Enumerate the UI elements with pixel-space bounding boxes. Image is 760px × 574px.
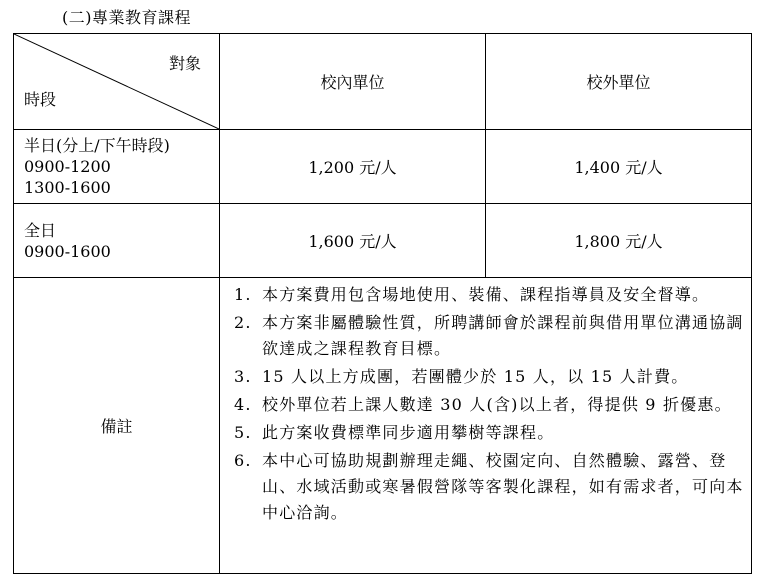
note-text: 本方案費用包含場地使用、裝備、課程指導員及安全督導。 — [262, 285, 710, 304]
note-item — [234, 310, 745, 362]
notes-label: 備註 — [14, 278, 220, 574]
note-number: 2. — [234, 313, 252, 332]
period-line: 1300-1600 — [24, 178, 111, 197]
note-number: 3. — [234, 367, 252, 386]
note-text: 本方案非屬體驗性質，所聘講師會於課程前與借用單位溝通協調欲達成之課程教育目標。 — [262, 313, 744, 358]
inside-price-cell: 1,600 元/人 — [220, 204, 486, 278]
diagonal-line — [14, 34, 219, 129]
note-text: 15 人以上方成團，若團體少於 15 人，以 15 人計費。 — [262, 367, 689, 386]
note-number: 4. — [234, 395, 252, 414]
notes-cell — [220, 278, 752, 574]
period-cell — [14, 204, 220, 278]
header-period-label: 時段 — [24, 90, 57, 109]
period-line: 0900-1200 — [24, 157, 111, 176]
diagonal-header-cell — [14, 34, 220, 130]
note-text: 本中心可協助規劃辦理走繩、校園定向、自然體驗、露營、登山、水域活動或寒暑假營隊等客製化課程，如有需求者，可向本中心洽詢。 — [262, 451, 744, 522]
period-line: 半日(分上/下午時段) — [24, 136, 170, 155]
table-row — [14, 204, 752, 278]
note-text: 校外單位若上課人數達 30 人(含)以上者，得提供 9 折優惠。 — [262, 395, 732, 414]
table-row — [14, 130, 752, 204]
header-target-label: 對象 — [168, 54, 201, 73]
notes-row — [14, 278, 752, 574]
period-line: 0900-1600 — [24, 241, 111, 261]
note-item — [234, 392, 745, 418]
period-cell — [14, 130, 220, 204]
note-item — [234, 364, 745, 390]
notes-list — [234, 282, 745, 526]
inside-price-cell: 1,200 元/人 — [220, 130, 486, 204]
period-line: 全日 — [24, 220, 57, 240]
fee-table — [13, 33, 752, 574]
note-item — [234, 448, 745, 526]
outside-price-cell: 1,800 元/人 — [486, 204, 752, 278]
note-number: 6. — [234, 451, 252, 470]
section-title: (二)專業教育課程 — [62, 8, 191, 27]
note-text: 此方案收費標準同步適用攀樹等課程。 — [262, 423, 555, 442]
header-inside-unit: 校內單位 — [220, 34, 486, 130]
note-item — [234, 282, 745, 308]
outside-price-cell: 1,400 元/人 — [486, 130, 752, 204]
note-number: 5. — [234, 423, 252, 442]
note-item — [234, 420, 745, 446]
table-header-row — [14, 34, 752, 130]
header-outside-unit: 校外單位 — [486, 34, 752, 130]
note-number: 1. — [234, 285, 252, 304]
